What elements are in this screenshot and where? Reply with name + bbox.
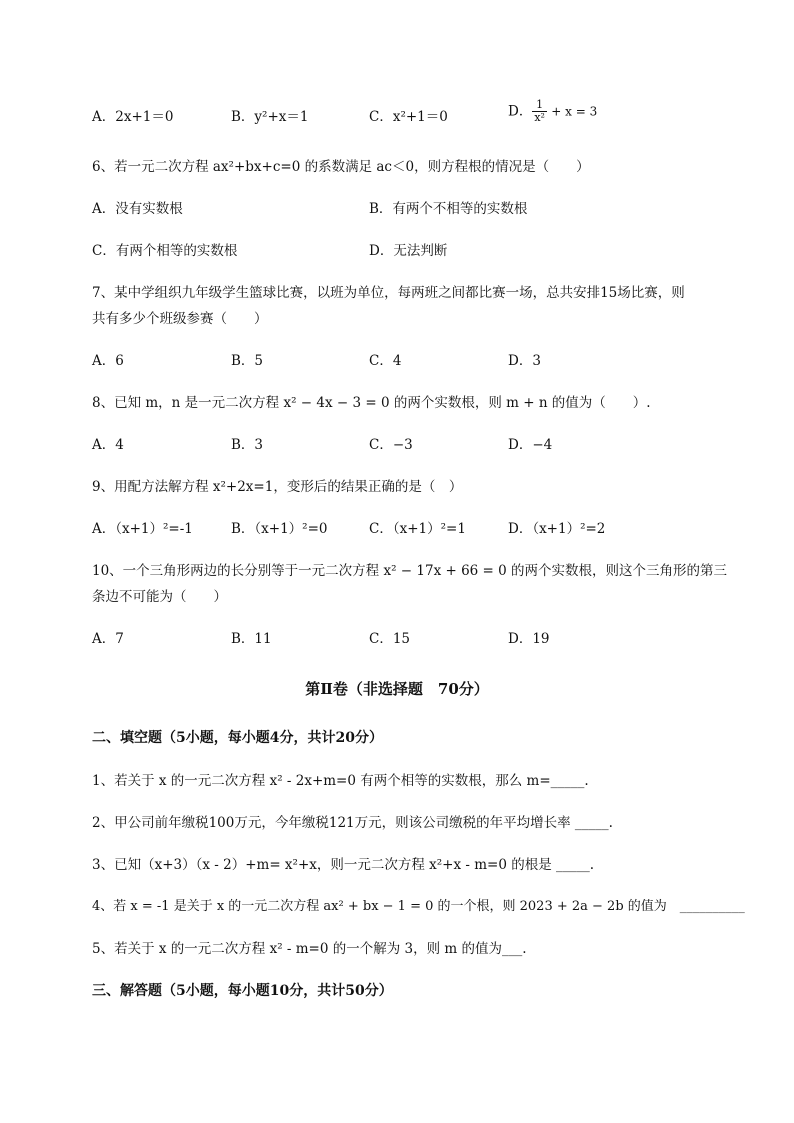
q6-option-c: C．有两个相等的实数根 (92, 243, 238, 259)
q8-option-c: C．−3 (369, 437, 413, 453)
q8-option-a: A．4 (92, 437, 124, 453)
question-7-line-2: 共有多少个班级参赛（ ） (92, 311, 268, 327)
q10-option-a: A．7 (92, 631, 124, 647)
q10-option-c: C．15 (369, 631, 411, 647)
q5-option-a: A．2x+1＝0 (92, 109, 174, 125)
q5-option-b: B．y²+x＝1 (231, 109, 309, 125)
q7-option-d: D．3 (508, 353, 541, 369)
fill-question-1: 1、若关于 x 的一元二次方程 x² - 2x+m=0 有两个相等的实数根，那么 m=_____. (92, 773, 589, 789)
question-10-line-2: 条边不可能为（ ） (92, 589, 227, 605)
q9-option-b: B．（x+1）²=0 (231, 521, 328, 537)
fill-question-4: 4、若 x = -1 是关于 x 的一元二次方程 ax² + bx − 1 = 0 的一个根，则 2023 + 2a − 2b 的值为 __________ (92, 899, 745, 914)
q6-option-b: B．有两个不相等的实数根 (369, 201, 528, 217)
q6-option-d: D．无法判断 (369, 243, 448, 259)
fill-question-2: 2、甲公司前年缴税100万元，今年缴税121万元，则该公司缴税的年平均增长率 _____. (92, 815, 613, 831)
q5-option-c: C．x²+1＝0 (369, 109, 448, 125)
question-8-text: 8、已知 m，n 是一元二次方程 x² − 4x − 3 = 0 的两个实数根，则 m + n 的值为（ ）. (92, 395, 651, 411)
part-2-title: 第Ⅱ卷（非选择题 70分） (305, 680, 489, 698)
q8-option-d: D．−4 (508, 437, 553, 453)
q9-option-a: A．（x+1）²=-1 (92, 521, 193, 537)
q7-option-a: A．6 (92, 353, 124, 369)
q5-option-d: D． $\frac{1}{\text{x²}}$ + x = 3 (508, 98, 598, 124)
section-2-title: 二、填空题（5小题，每小题4分，共计20分） (92, 730, 383, 746)
q6-option-a: A．没有实数根 (92, 201, 183, 217)
question-10-line-1: 10、一个三角形两边的长分别等于一元二次方程 x² − 17x + 66 = 0 的两个实数根，则这个三角形的第三 (92, 563, 728, 579)
question-9-text: 9、用配方法解方程 x²+2x=1，变形后的结果正确的是（ ） (92, 479, 463, 495)
q9-option-c: C．（x+1）²=1 (369, 521, 466, 537)
q10-option-d: D．19 (508, 631, 550, 647)
section-3-title: 三、解答题（5小题，每小题10分，共计50分） (92, 983, 393, 999)
q7-option-c: C．4 (369, 353, 402, 369)
fill-question-3: 3、已知（x+3）（x - 2）+m= x²+x，则一元二次方程 x²+x - m=0 的根是 _____. (92, 857, 595, 873)
q10-option-b: B．11 (231, 631, 272, 647)
question-6-text: 6、若一元二次方程 ax²+bx+c=0 的系数满足 ac＜0，则方程根的情况是（ ） (92, 159, 590, 175)
q8-option-b: B．3 (231, 437, 264, 453)
question-7-line-1: 7、某中学组织九年级学生篮球比赛，以班为单位，每两班之间都比赛一场，总共安排15场比赛，则 (92, 285, 685, 301)
fraction: $\frac{1}{\text{x²}}$ (534, 98, 545, 124)
q9-option-d: D．（x+1）²=2 (508, 521, 606, 537)
fill-question-5: 5、若关于 x 的一元二次方程 x² - m=0 的一个解为 3，则 m 的值为___. (92, 941, 527, 957)
q7-option-b: B．5 (231, 353, 264, 369)
